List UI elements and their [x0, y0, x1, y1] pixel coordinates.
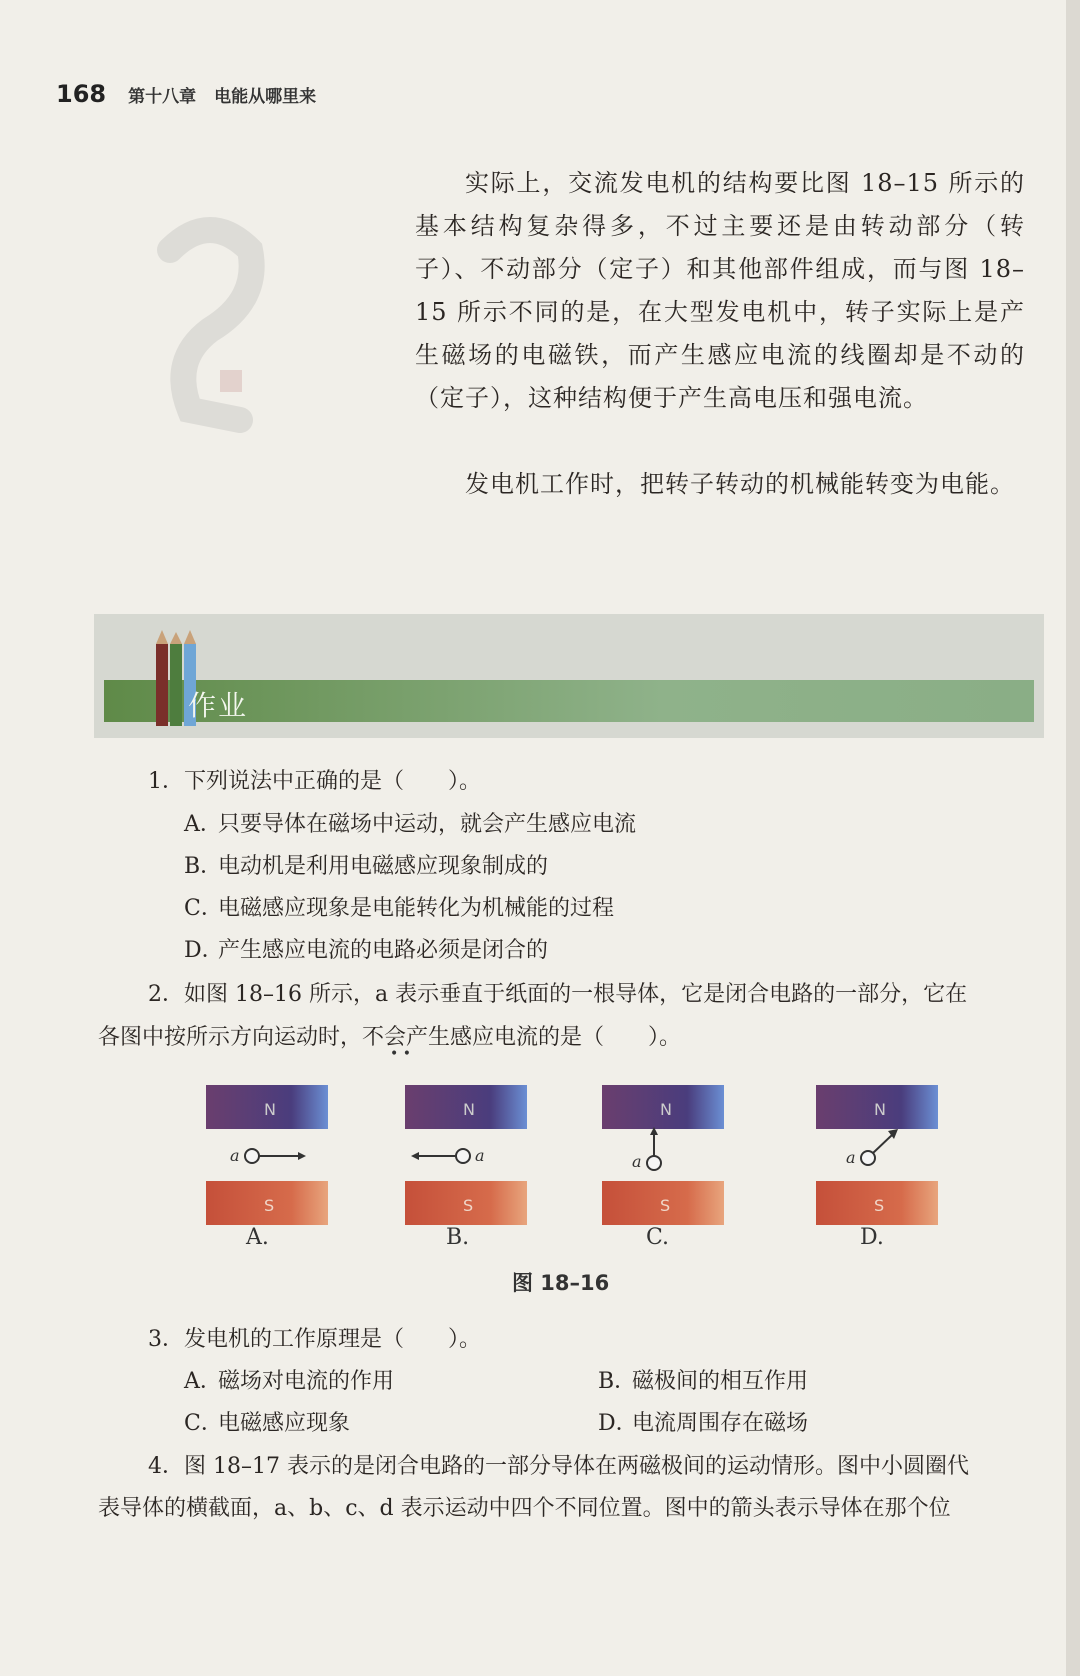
figure-a: [206, 1085, 328, 1215]
section-title: 作业: [188, 689, 249, 722]
question-1-option-b: B．电动机是利用电磁感应现象制成的: [184, 854, 549, 879]
svg-text:S: S: [463, 1196, 474, 1215]
conductor-arrow-right-icon: [206, 1085, 328, 1225]
conductor-arrow-left-icon: [405, 1085, 527, 1225]
question-2-stem-line2: 各图中按所示方向运动时，不会产生感应电流的是（ ）。: [98, 1025, 682, 1050]
question-1-stem: 1．下列说法中正确的是（ ）。: [148, 769, 481, 794]
watermark-figure-icon: [150, 210, 270, 440]
svg-text:a: a: [632, 1152, 642, 1171]
figure-label-a: A.: [246, 1225, 269, 1250]
question-4-line1: 4．图 18–17 表示的是闭合电路的一部分导体在两磁极间的运动情形。图中小圆圈代: [148, 1454, 969, 1479]
figure-d: [816, 1085, 938, 1215]
question-1-option-c: C．电磁感应现象是电能转化为机械能的过程: [184, 896, 615, 921]
question-3-option-a: A．磁场对电流的作用: [184, 1369, 395, 1394]
chapter-label: 第十八章: [128, 87, 197, 107]
question-3-stem: 3．发电机的工作原理是（ ）。: [148, 1327, 481, 1352]
figure-label-c: C.: [646, 1225, 670, 1250]
svg-text:N: N: [874, 1100, 886, 1119]
figure-label-d: D.: [860, 1225, 884, 1250]
svg-text:a: a: [475, 1146, 485, 1165]
figure-c: [602, 1085, 724, 1215]
question-4-line2: 表导体的横截面，a、b、c、d 表示运动中四个不同位置。图中的箭头表示导体在那个位: [98, 1496, 951, 1521]
svg-text:S: S: [264, 1196, 275, 1215]
question-2-stem-line1: 2．如图 18–16 所示，a 表示垂直于纸面的一根导体，它是闭合电路的一部分，它在: [148, 982, 968, 1007]
svg-text:a: a: [846, 1148, 856, 1167]
svg-text:N: N: [264, 1100, 276, 1119]
figure-b: [405, 1085, 527, 1215]
question-3-option-d: D．电流周围存在磁场: [598, 1411, 809, 1436]
question-1-option-d: D．产生感应电流的电路必须是闭合的: [184, 938, 549, 963]
emphasis-dots: • •: [390, 1046, 411, 1062]
page-edge-shadow: [1066, 0, 1080, 1676]
svg-text:a: a: [230, 1146, 240, 1165]
body-paragraph-1: 实际上，交流发电机的结构要比图 18–15 所示的基本结构复杂得多，不过主要还是由转动部分（转子）、不动部分（定子）和其他部件组成，而与图 18–15 所示不同的是，在大型发电机中，转子实际上是产生磁场的电磁铁，而产生感应电流的线圈却是不动的（定子），这种结构便于产生高电压和强电流。: [415, 169, 1025, 412]
chapter-title: 电能从哪里来: [214, 87, 317, 107]
svg-text:N: N: [463, 1100, 475, 1119]
figure-label-b: B.: [446, 1225, 470, 1250]
page-number: 168: [56, 80, 107, 108]
question-1-option-a: A．只要导体在磁场中运动，就会产生感应电流: [184, 812, 637, 837]
conductor-arrow-up-icon: [602, 1085, 724, 1225]
body-paragraph-2: 发电机工作时，把转子转动的机械能转变为电能。: [465, 470, 1015, 498]
question-3-option-b: B．磁极间的相互作用: [598, 1369, 809, 1394]
conductor-arrow-diagonal-icon: [816, 1085, 938, 1225]
svg-text:N: N: [660, 1100, 672, 1119]
svg-text:S: S: [874, 1196, 885, 1215]
svg-text:S: S: [660, 1196, 671, 1215]
figure-caption: 图 18–16: [512, 1271, 610, 1295]
page-header: [56, 80, 316, 116]
question-3-option-c: C．电磁感应现象: [184, 1411, 351, 1436]
